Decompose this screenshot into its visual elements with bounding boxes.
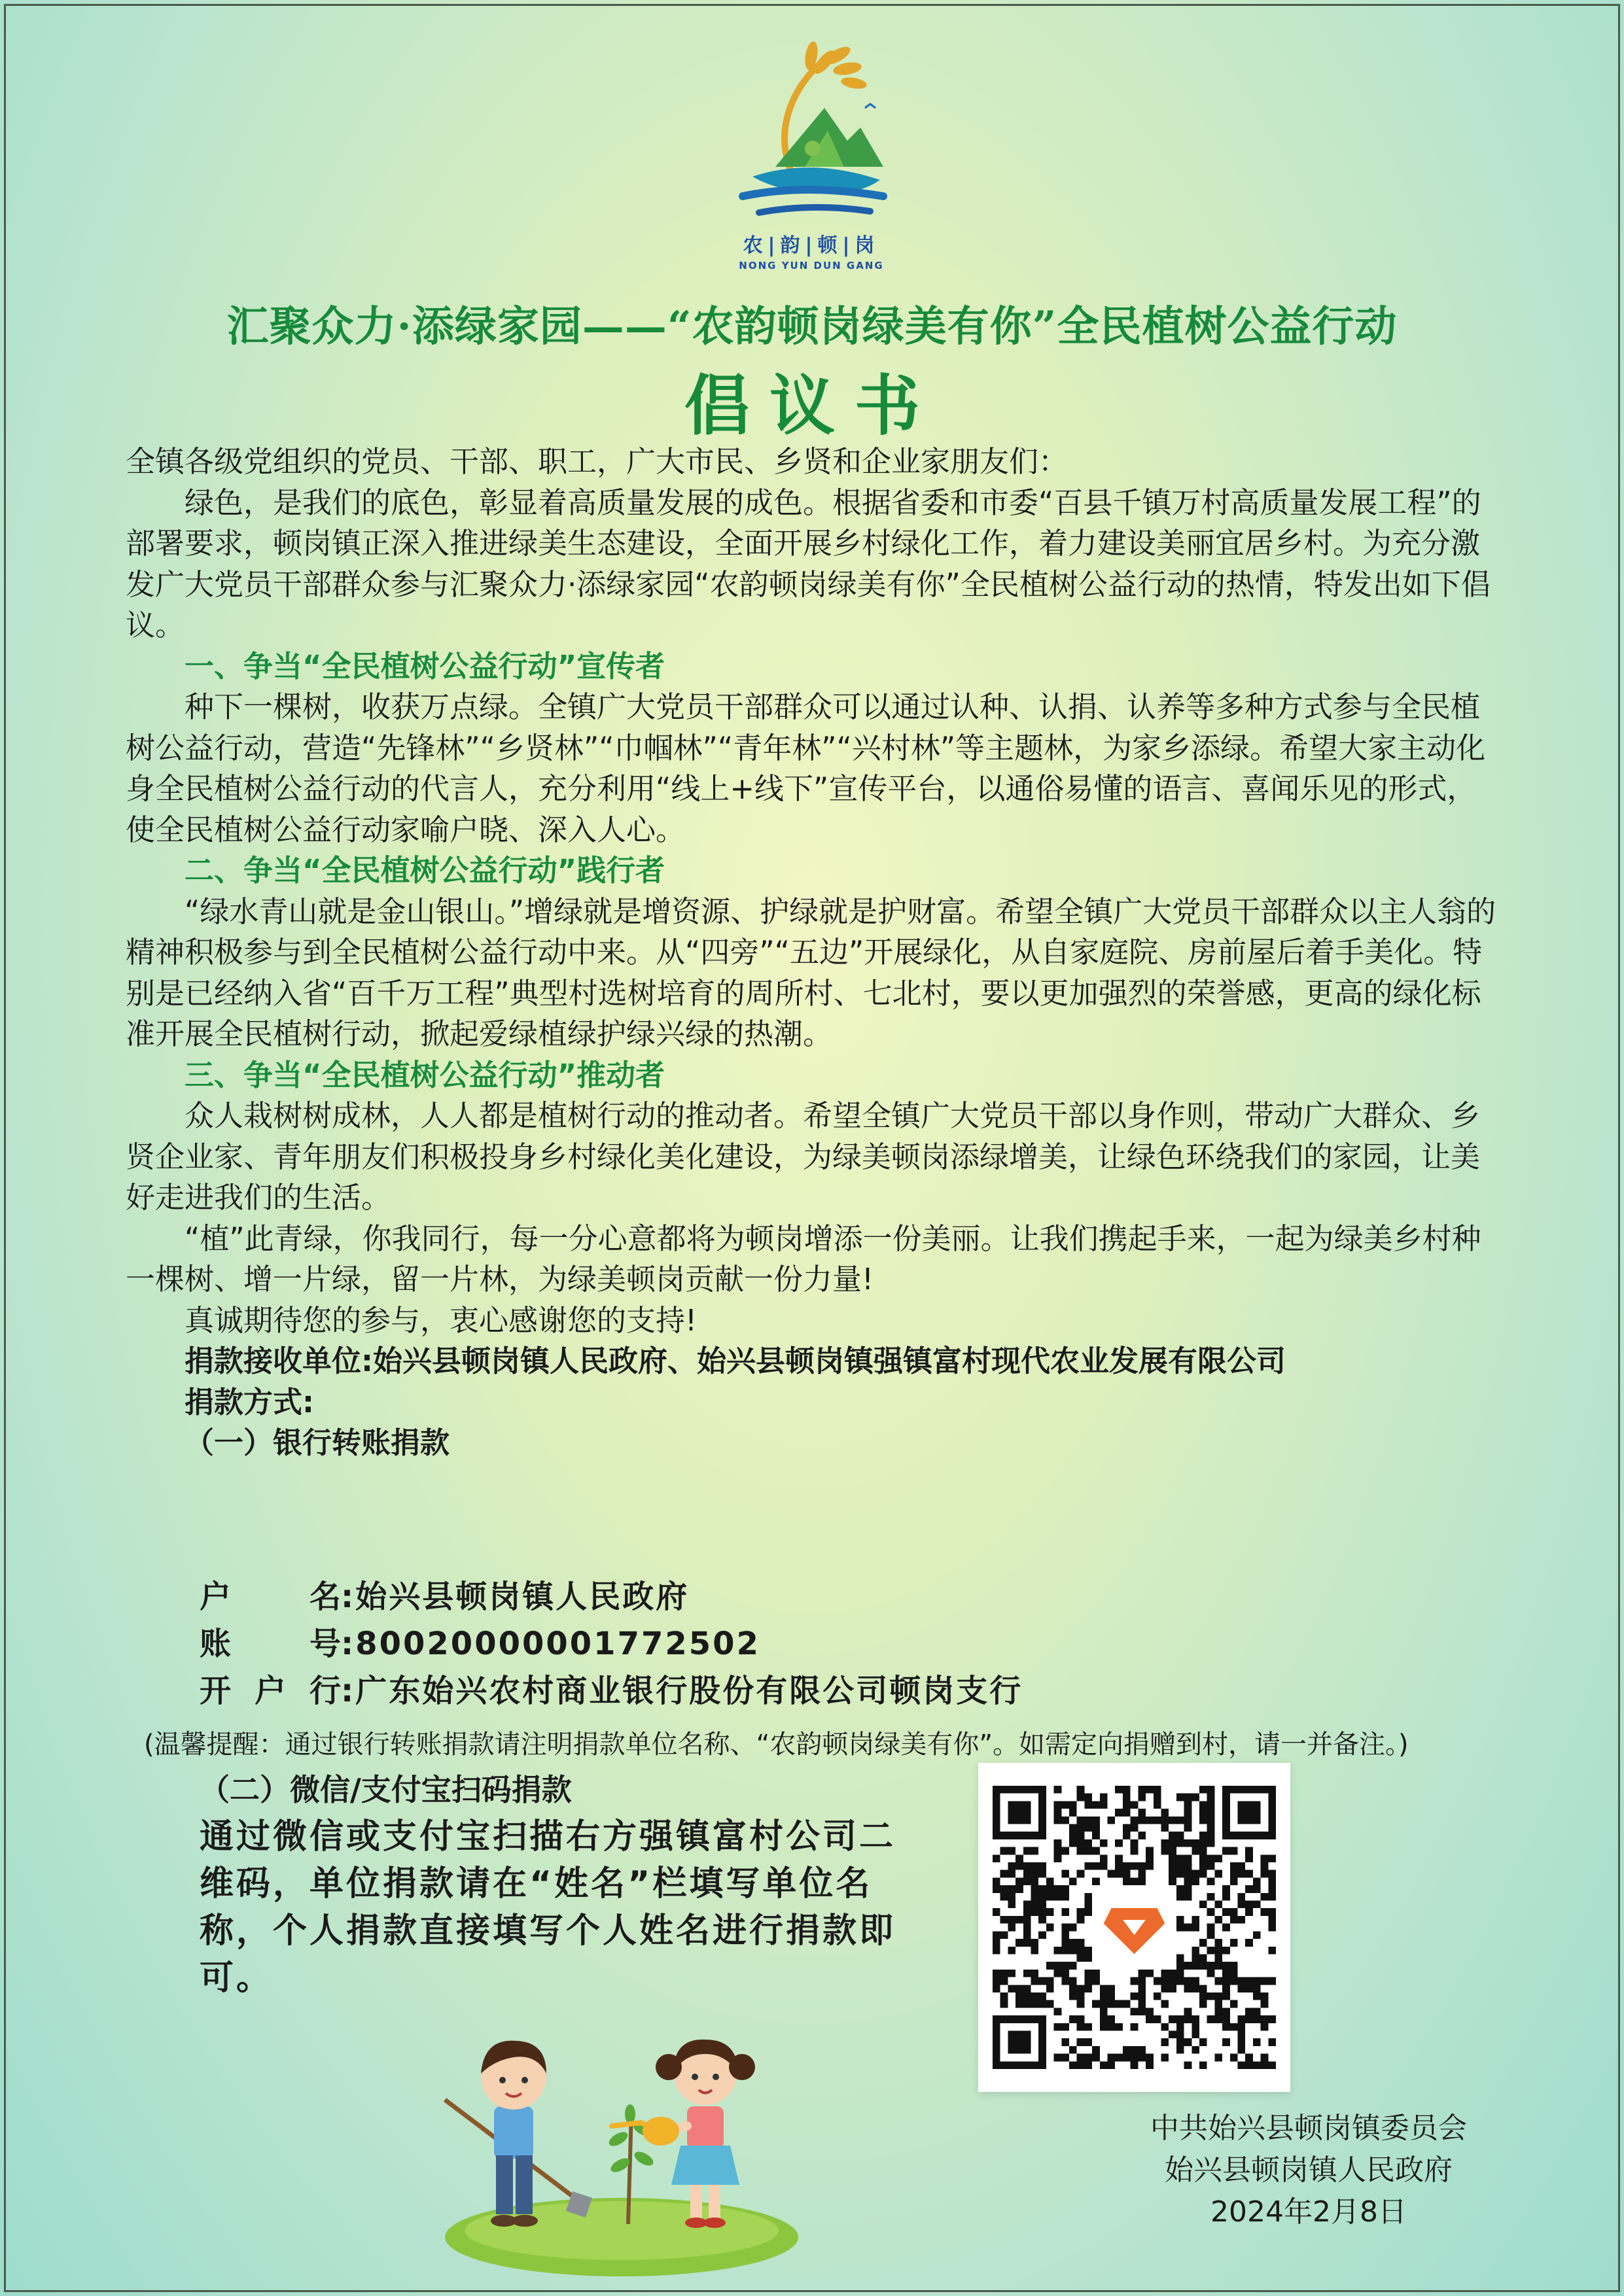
nong-yun-dun-gang-logo xyxy=(713,36,909,278)
signoff-date: 2024年2月8日 xyxy=(1210,2195,1407,2229)
bank-branch-value: :广东始兴农村商业银行股份有限公司顿岗支行 xyxy=(341,1673,1023,1709)
closing-paragraph: “植”此青绿，你我同行，每一分心意都将为顿岗增添一份美丽。让我们携起手来，一起为绿美乡村种一棵树、增一片绿，留一片林，为绿美顿岗贡献一份力量! xyxy=(126,1221,1481,1296)
account-name-label: 户名 xyxy=(200,1578,341,1615)
logo-emblem-icon xyxy=(713,36,909,226)
qr-donation-instructions: 通过微信或支付宝扫描右方强镇富村公司二维码，单位捐款请在“姓名”栏填写单位名称，个人捐款直接填写个人姓名进行捐款即可。 xyxy=(200,1817,896,1998)
section-heading-2: 二、争当“全民植树公益行动”践行者 xyxy=(185,853,665,888)
section-paragraph-1: 种下一棵树，收获万点绿。全镇广大党员干部群众可以通过认种、认捐、认养等多种方式参与全民植树公益行动，营造“先锋林”“乡贤林”“巾帼林”“青年林”“兴村林”等主题林，为家乡添绿。希望大家主动化身全民植树公益行动的代言人，充分利用“线上+线下”宣传平台，以通俗易懂的语言、喜闻乐见的形式，使全民植树公益行动家喻户晓、深入人心。 xyxy=(126,689,1486,847)
transfer-reminder-note: (温馨提醒：通过银行转账捐款请注明捐款单位名称、“农韵顿岗绿美有你”。如需定向捐赠到村，请一并备注。) xyxy=(144,1730,1409,1760)
signoff-party-committee: 中共始兴县顿岗镇委员会 xyxy=(1150,2112,1467,2145)
greeting: 全镇各级党组织的党员、干部、职工，广大市民、乡贤和企业家朋友们： xyxy=(126,444,1068,479)
thanks-line: 真诚期待您的参与，衷心感谢您的支持! xyxy=(185,1302,697,1338)
children-planting-tree-illustration xyxy=(438,1969,805,2283)
account-name-row xyxy=(200,1573,1023,1620)
section-heading-1: 一、争当“全民植树公益行动”宣传者 xyxy=(185,648,665,684)
account-name-value: :始兴县顿岗镇人民政府 xyxy=(341,1578,690,1615)
section-paragraph-3: 众人栽树树成林，人人都是植树行动的推动者。希望全镇广大党员干部以身作则，带动广大群众、乡贤企业家、青年朋友们积极投身乡村绿化美化建设，为绿美顿岗添绿增美，让绿色环绕我们的家园，让美好走进我们的生活。 xyxy=(126,1098,1481,1215)
bank-branch-label: 开户行 xyxy=(200,1673,341,1709)
proposal-body xyxy=(126,442,1501,1464)
intro-paragraph: 绿色，是我们的底色，彰显着高质量发展的成色。根据省委和市委“百县千镇万村高质量发展工程”的部署要求，顿岗镇正深入推进绿美生态建设，全面开展乡村绿化工作，着力建设美丽宜居乡村。为充分激发广大党员干部群众参与汇聚众力·添绿家园“农韵顿岗绿美有你”全民植树公益行动的热情，特发出如下倡议。 xyxy=(126,485,1491,642)
account-number-label: 账号 xyxy=(200,1626,341,1662)
section-paragraph-2: “绿水青山就是金山银山。”增绿就是增资源、护绿就是护财富。希望全镇广大党员干部群众以主人翁的精神积极参与到全民植树公益行动中来。从“四旁”“五边”开展绿化，从自家庭院、房前屋后着手美化。特别是已经纳入省“百千万工程”典型村选树培育的周所村、七北村，要以更加强烈的荣誉感，更高的绿化标准开展全民植树行动，掀起爱绿植绿护绿兴绿的热潮。 xyxy=(126,894,1496,1051)
logo-chinese-text: 农|韵|顿|岗 xyxy=(743,234,880,257)
signoff-block xyxy=(1073,2108,1544,2233)
donation-methods-label: 捐款方式: xyxy=(185,1384,314,1419)
signoff-government: 始兴县顿岗镇人民政府 xyxy=(1165,2153,1453,2187)
account-number-value: :80020000001772502 xyxy=(341,1626,760,1662)
donation-qr-code[interactable] xyxy=(978,1763,1290,2092)
page-subtitle: 倡议书 xyxy=(684,367,940,444)
kids-planting-icon xyxy=(438,1969,805,2283)
qr-code-icon xyxy=(993,1777,1276,2078)
bank-branch-row xyxy=(200,1667,1023,1714)
section-heading-3: 三、争当“全民植树公益行动”推动者 xyxy=(185,1057,665,1092)
bank-account-info xyxy=(200,1573,1023,1714)
qr-donation-heading: （二）微信/支付宝扫码捐款 xyxy=(200,1772,572,1807)
page-title: 汇聚众力·添绿家园——“农韵顿岗绿美有你”全民植树公益行动 xyxy=(226,302,1398,351)
donation-recipients: 捐款接收单位:始兴县顿岗镇人民政府、始兴县顿岗镇强镇富村现代农业发展有限公司 xyxy=(185,1344,1286,1378)
logo-pinyin-text: NONG YUN DUN GANG xyxy=(739,260,884,271)
bank-transfer-heading: （一）银行转账捐款 xyxy=(185,1425,450,1460)
account-number-row xyxy=(200,1620,1023,1667)
